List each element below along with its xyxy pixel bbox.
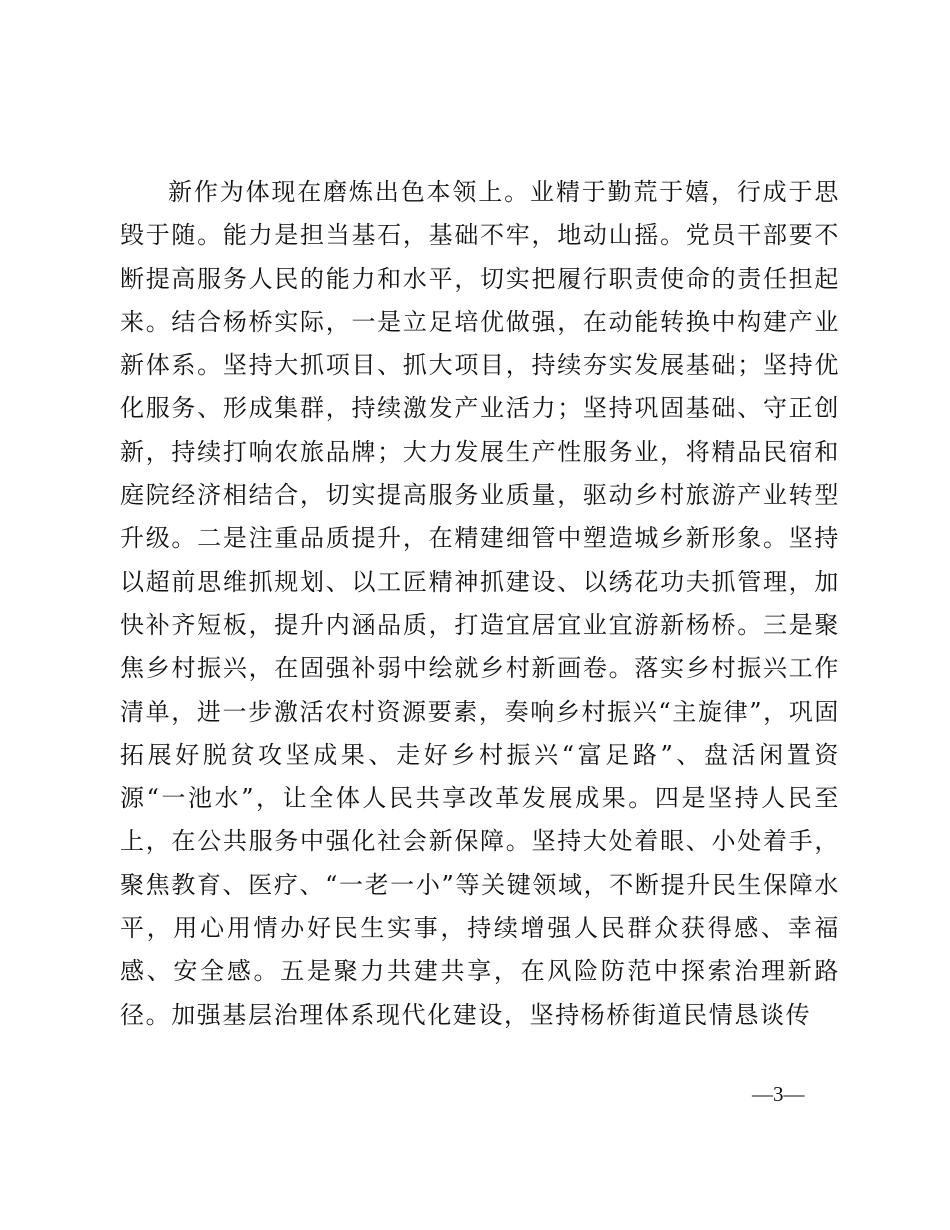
body-paragraph: 新作为体现在磨炼出色本领上。业精于勤荒于嬉，行成于思毁于随。能力是担当基石，基础不牢，地动山摇。党员干部要不断提高服务人民的能力和水平，切实把履行职责使命的责任担起来。结合杨桥实际，一是立足培优做强，在动能转换中构建产业新体系。坚持大抓项目、抓大项目，持续夯实发展基础；坚持优化服务、形成集群，持续激发产业活力；坚持巩固基础、守正创新，持续打响农旅品牌；大力发展生产性服务业，将精品民宿和庭院经济相结合，切实提高服务业质量，驱动乡村旅游产业转型升级。二是注重品质提升，在精建细管中塑造城乡新形象。坚持以超前思维抓规划、以工匠精神抓建设、以绣花功夫抓管理，加快补齐短板，提升内涵品质，打造宜居宜业宜游新杨桥。三是聚焦乡村振兴，在固强补弱中绘就乡村新画卷。落实乡村振兴工作清单，进一步激活农村资源要素，奏响乡村振兴“主旋律”，巩固拓展好脱贫攻坚成果、走好乡村振兴“富足路”、盘活闲置资源“一池水”，让全体人民共享改革发展成果。四是坚持人民至上，在公共服务中强化社会新保障。坚持大处着眼、小处着手，聚焦教育、医疗、“一老一小”等关键领域，不断提升民生保障水平，用心用情办好民生实事，持续增强人民群众获得感、幸福感、安全感。五是聚力共建共享，在风险防范中探索治理新路径。加强基层治理体系现代化建设，坚持杨桥街道民情恳谈传 [120,178,840,1029]
page-number: —3— [752,1082,805,1106]
